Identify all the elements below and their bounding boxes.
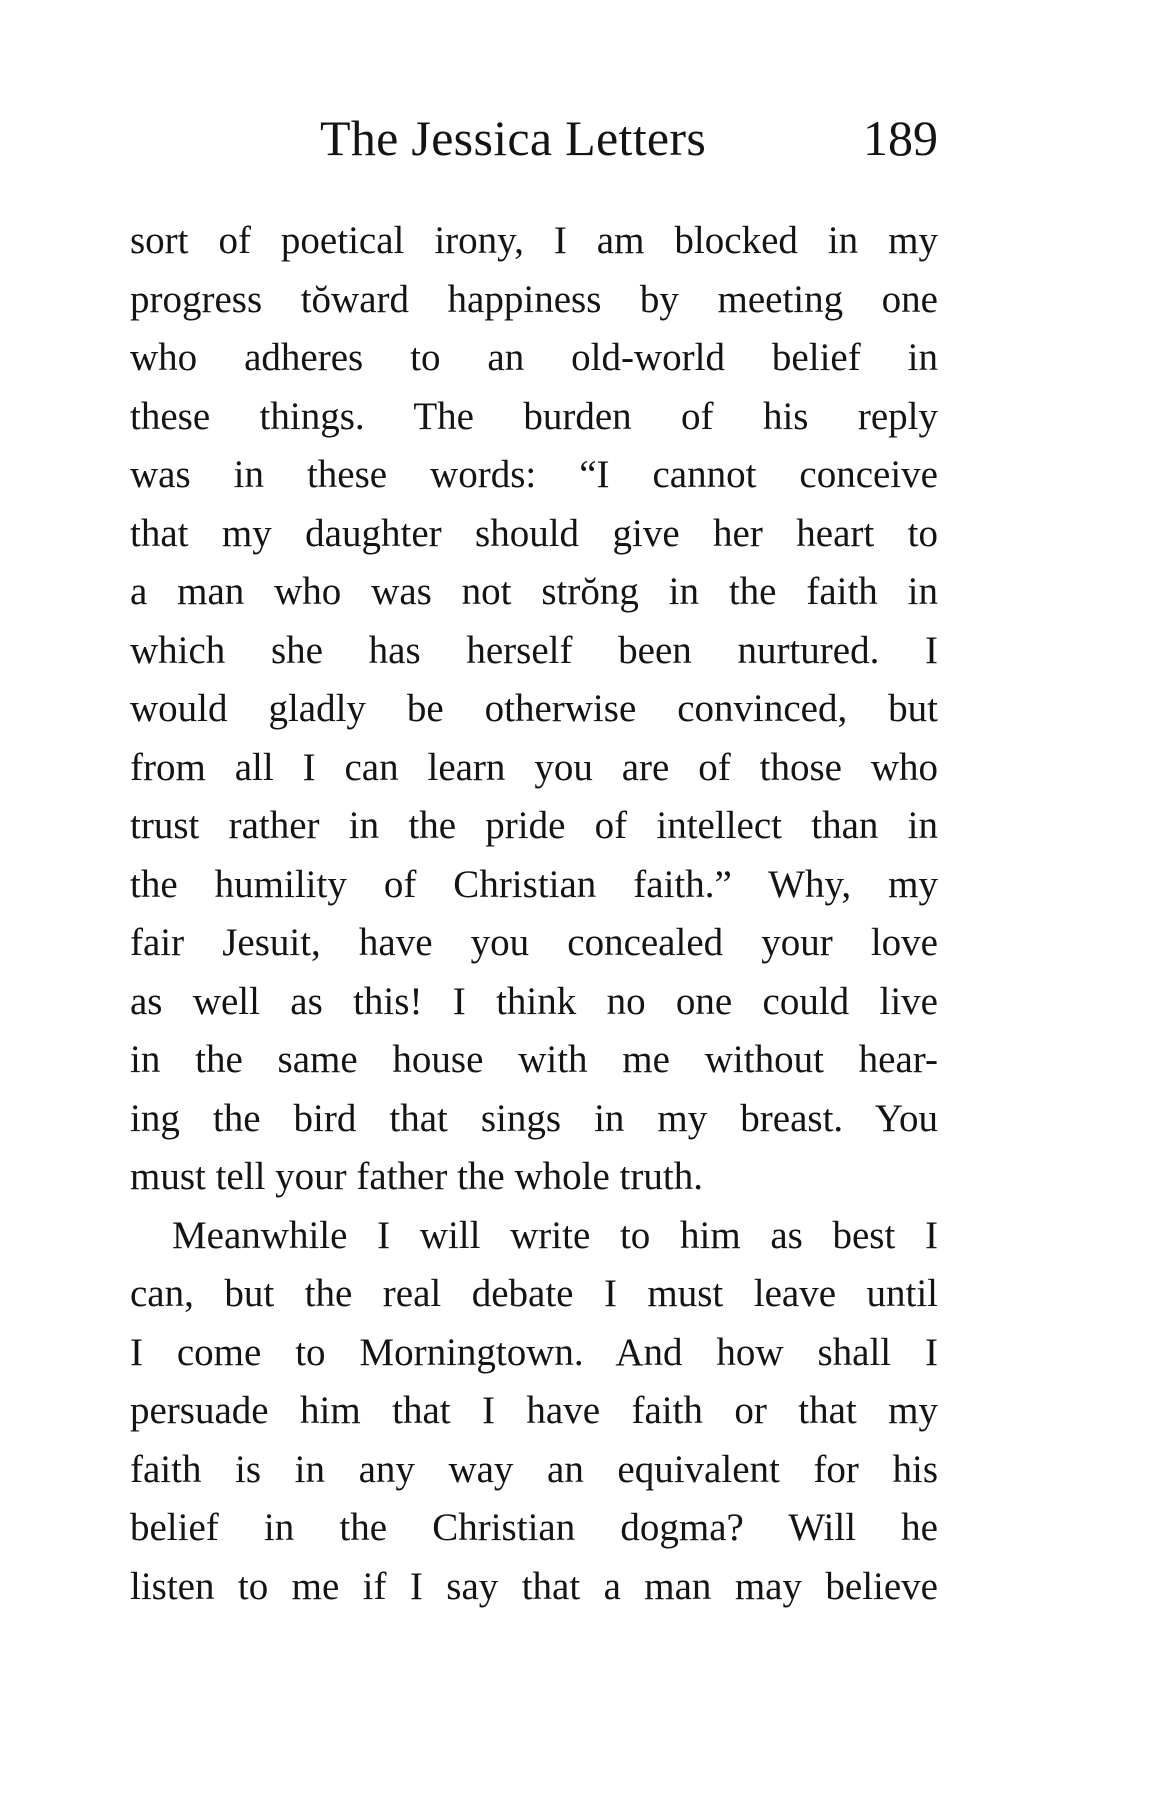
text-line: Meanwhile I will write to him as best I: [172, 1213, 938, 1257]
text-line: these things. The burden of his reply: [130, 394, 938, 438]
text-line: progress tŏward happiness by meeting one: [130, 277, 938, 321]
paragraph-1: [130, 212, 938, 1207]
text-line: would gladly be otherwise convinced, but: [130, 687, 938, 730]
text-line: who adheres to an old-world belief in: [130, 336, 938, 379]
text-line: ing the bird that sings in my breast. You: [130, 1096, 938, 1140]
text-line: sort of poetical irony, I am blocked in my: [130, 219, 938, 262]
running-head: [130, 100, 938, 170]
text-line: listen to me if I say that a man may believe: [130, 1564, 938, 1608]
text-line: persuade him that I have faith or that my: [130, 1389, 938, 1432]
text-line: was in these words: “I cannot conceive: [130, 453, 938, 496]
text-line: in the same house with me without hear-: [130, 1038, 938, 1081]
text-line: the humility of Christian faith.” Why, my: [130, 862, 938, 906]
text-line: which she has herself been nurtured. I: [130, 628, 938, 672]
text-line: a man who was not strŏng in the faith in: [130, 570, 938, 613]
running-title: The Jessica Letters: [320, 110, 707, 166]
text-line: as well as this! I think no one could live: [130, 979, 938, 1023]
text-line: that my daughter should give her heart to: [130, 511, 938, 555]
text-line: trust rather in the pride of intellect than in: [130, 804, 938, 847]
text-line: belief in the Christian dogma? Will he: [130, 1506, 938, 1549]
text-line: from all I can learn you are of those who: [130, 745, 938, 789]
text-line: faith is in any way an equivalent for his: [130, 1447, 938, 1491]
text-line: can, but the real debate I must leave until: [130, 1272, 938, 1315]
paragraph-2: [130, 1207, 938, 1617]
text-line: fair Jesuit, have you concealed your love: [130, 921, 938, 964]
page-number: 189: [863, 110, 938, 166]
text-line: must tell your father the whole truth.: [130, 1155, 703, 1198]
text-line: I come to Morningtown. And how shall I: [130, 1330, 938, 1374]
body-text: [130, 212, 938, 1616]
